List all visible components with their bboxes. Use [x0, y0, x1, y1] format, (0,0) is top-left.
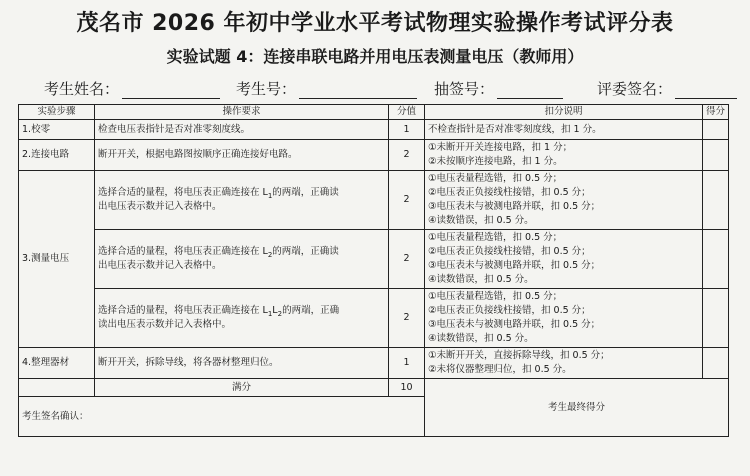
judge-signature-label: 评委签名： — [597, 80, 673, 98]
table-row — [19, 120, 729, 140]
table-header-row — [19, 105, 729, 120]
judge-signature-blank[interactable] — [675, 84, 737, 99]
score-cell: 2 — [389, 140, 425, 171]
earned-cell[interactable] — [703, 171, 729, 230]
final-score-label: 考生最终得分 — [425, 379, 729, 437]
table-row — [19, 230, 729, 289]
table-row — [19, 140, 729, 171]
step-cell: 1.校零 — [19, 120, 95, 140]
score-cell: 2 — [389, 171, 425, 230]
candidate-number-label: 考生号： — [236, 80, 297, 98]
deduction-cell: 不检查指针是否对准零刻度线，扣 1 分。 — [425, 120, 703, 140]
earned-cell[interactable] — [703, 230, 729, 289]
table-row — [19, 289, 729, 348]
header-step: 实验步骤 — [19, 105, 95, 120]
score-table — [18, 104, 729, 437]
candidate-number-blank[interactable] — [299, 84, 417, 99]
candidate-name-blank[interactable] — [122, 84, 220, 99]
candidate-signature-field[interactable]: 考生签名确认： — [19, 397, 425, 437]
earned-cell[interactable] — [703, 348, 729, 379]
table-row — [19, 348, 729, 379]
total-row — [19, 379, 729, 397]
score-cell: 2 — [389, 230, 425, 289]
deduction-cell: ①未断开开关，直接拆除导线，扣 0.5 分； ②未将仪器整理归位，扣 0.5 分。 — [425, 348, 703, 379]
judge-signature-field[interactable] — [597, 78, 737, 99]
table-row — [19, 171, 729, 230]
deduction-cell: ①电压表量程选错，扣 0.5 分； ②电压表正负接线柱接错，扣 0.5 分； ③电压表未与被测电路并联，扣 0.5 分； ④读数错误，扣 0.5 分。 — [425, 230, 703, 289]
page-subtitle: 实验试题 4：连接串联电路并用电压表测量电压（教师用） — [166, 47, 584, 66]
page-title: 茂名市 2026 年初中学业水平考试物理实验操作考试评分表 — [76, 11, 674, 36]
header-earned: 得分 — [703, 105, 729, 120]
earned-cell[interactable] — [703, 120, 729, 140]
step-cell: 3.测量电压 — [19, 171, 95, 348]
deduction-cell: ①电压表量程选错，扣 0.5 分； ②电压表正负接线柱接错，扣 0.5 分； ③电压表未与被测电路并联，扣 0.5 分； ④读数错误，扣 0.5 分。 — [425, 171, 703, 230]
score-cell: 1 — [389, 348, 425, 379]
requirement-cell: 断开开关，根据电路图按顺序正确连接好电路。 — [95, 140, 389, 171]
total-label: 满分 — [95, 379, 389, 397]
requirement-cell: 断开开关，拆除导线，将各器材整理归位。 — [95, 348, 389, 379]
deduction-cell: ①电压表量程选错，扣 0.5 分； ②电压表正负接线柱接错，扣 0.5 分； ③电压表未与被测电路并联，扣 0.5 分； ④读数错误，扣 0.5 分。 — [425, 289, 703, 348]
header-requirement: 操作要求 — [95, 105, 389, 120]
header-deduction: 扣分说明 — [425, 105, 703, 120]
score-cell: 2 — [389, 289, 425, 348]
earned-cell[interactable] — [703, 289, 729, 348]
total-empty-cell — [19, 379, 95, 397]
step-cell: 4.整理器材 — [19, 348, 95, 379]
score-cell: 1 — [389, 120, 425, 140]
requirement-cell: 选择合适的量程，将电压表正确连接在 $L_2$的两端，正确读 出电压表示数并记入表格中。 — [95, 230, 389, 289]
candidate-name-label: 考生姓名： — [44, 80, 120, 98]
lottery-number-label: 抽签号： — [434, 80, 495, 98]
header-score: 分值 — [389, 105, 425, 120]
lottery-number-field[interactable] — [434, 78, 563, 99]
candidate-name-field[interactable] — [44, 78, 220, 99]
requirement-cell: 选择合适的量程，将电压表正确连接在 $L_1$的两端，正确读 出电压表示数并记入表格中。 — [95, 171, 389, 230]
deduction-cell: ①未断开开关连接电路，扣 1 分； ②未按顺序连接电路，扣 1 分。 — [425, 140, 703, 171]
requirement-cell: 选择合适的量程，将电压表正确连接在 $L_1L_2$的两端，正确 读出电压表示数并记入表格中。 — [95, 289, 389, 348]
step-cell: 2.连接电路 — [19, 140, 95, 171]
requirement-cell: 检查电压表指针是否对准零刻度线。 — [95, 120, 389, 140]
lottery-number-blank[interactable] — [497, 84, 563, 99]
total-score: 10 — [389, 379, 425, 397]
earned-cell[interactable] — [703, 140, 729, 171]
candidate-number-field[interactable] — [236, 78, 417, 99]
